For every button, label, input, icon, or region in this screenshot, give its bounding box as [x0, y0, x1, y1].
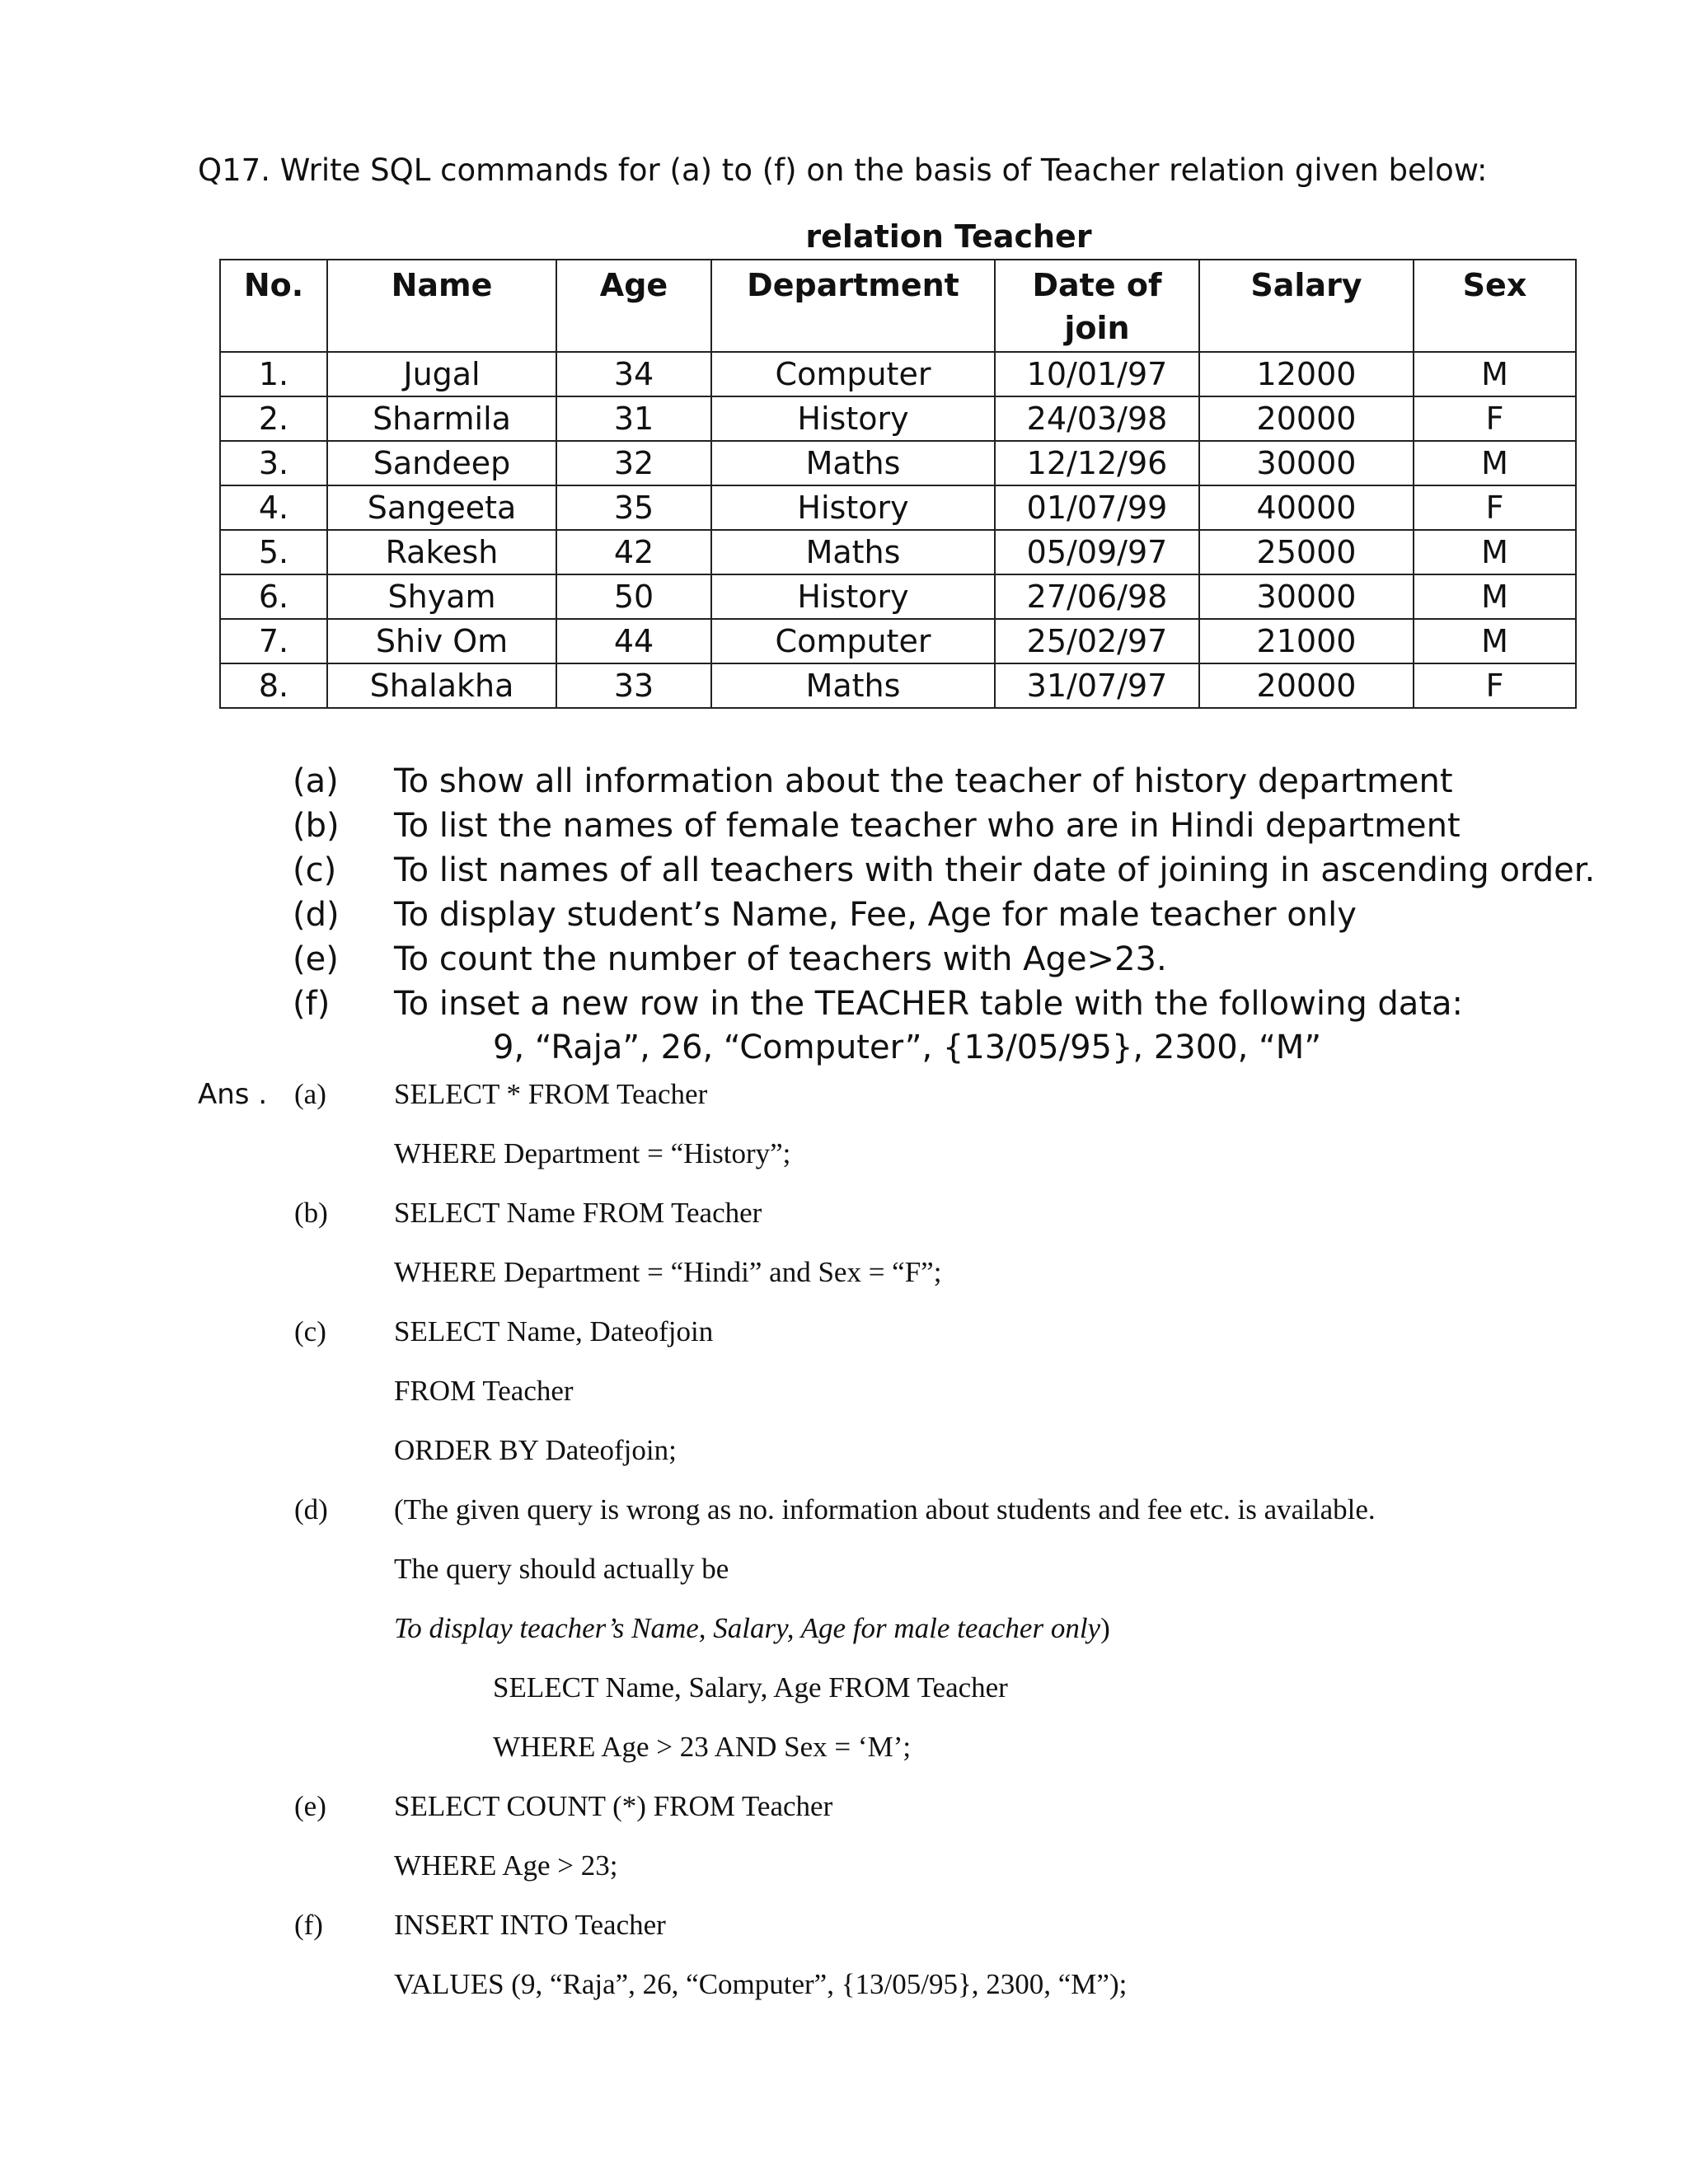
cell-no: 2. [220, 396, 327, 441]
cell-age: 42 [556, 530, 711, 574]
cell-salary: 30000 [1199, 574, 1414, 619]
cell-department: Maths [711, 530, 995, 574]
task-label: (b) [293, 807, 340, 845]
cell-name: Sangeeta [327, 485, 556, 530]
cell-name: Shalakha [327, 663, 556, 708]
answer-label: (e) [294, 1790, 326, 1822]
cell-no: 7. [220, 619, 327, 663]
cell-age: 34 [556, 352, 711, 396]
answer-text: (The given query is wrong as no. information about students and fee etc. is available. [394, 1493, 1376, 1526]
cell-sex: M [1414, 619, 1576, 663]
table-row [220, 485, 1576, 530]
cell-department: Computer [711, 619, 995, 663]
cell-name: Shyam [327, 574, 556, 619]
header-date-of-join: Date of join [995, 260, 1199, 352]
cell-no: 6. [220, 574, 327, 619]
teacher-table [219, 259, 1577, 709]
answer-text: WHERE Age > 23; [394, 1849, 618, 1882]
task-text: To inset a new row in the TEACHER table with the following data: [394, 985, 1463, 1023]
cell-date-of-join: 24/03/98 [995, 396, 1199, 441]
answer-italic-text: To display teacher’s Name, Salary, Age for male teacher only [394, 1612, 1101, 1644]
cell-name: Sandeep [327, 441, 556, 485]
table-row [220, 441, 1576, 485]
cell-sex: M [1414, 530, 1576, 574]
answer-text [394, 1612, 1110, 1645]
cell-no: 1. [220, 352, 327, 396]
task-text: To list names of all teachers with their date of joining in ascending order. [394, 851, 1596, 889]
cell-age: 32 [556, 441, 711, 485]
answer-text: The query should actually be [394, 1553, 729, 1585]
answer-text: ORDER BY Dateofjoin; [394, 1434, 677, 1466]
cell-department: Maths [711, 441, 995, 485]
cell-date-of-join: 27/06/98 [995, 574, 1199, 619]
cell-department: Maths [711, 663, 995, 708]
header-age: Age [556, 260, 711, 352]
table-row [220, 396, 1576, 441]
answer-text: INSERT INTO Teacher [394, 1909, 666, 1941]
cell-no: 4. [220, 485, 327, 530]
table-row [220, 530, 1576, 574]
table-caption: relation Teacher [805, 218, 1092, 255]
answer-text: SELECT Name, Dateofjoin [394, 1315, 714, 1347]
cell-sex: F [1414, 485, 1576, 530]
cell-age: 31 [556, 396, 711, 441]
cell-salary: 40000 [1199, 485, 1414, 530]
cell-sex: F [1414, 396, 1576, 441]
cell-salary: 20000 [1199, 663, 1414, 708]
task-label: (f) [293, 985, 331, 1023]
answers-label: Ans . [198, 1078, 268, 1111]
table-row [220, 352, 1576, 396]
cell-name: Sharmila [327, 396, 556, 441]
answer-text: SELECT COUNT (*) FROM Teacher [394, 1790, 833, 1822]
cell-salary: 30000 [1199, 441, 1414, 485]
answer-text: SELECT Name, Salary, Age FROM Teacher [493, 1671, 1008, 1704]
answer-label: (f) [294, 1909, 323, 1941]
answer-text: WHERE Age > 23 AND Sex = ‘M’; [493, 1731, 912, 1763]
header-name: Name [327, 260, 556, 352]
cell-department: Computer [711, 352, 995, 396]
answer-text: VALUES (9, “Raja”, 26, “Computer”, {13/05/95}, 2300, “M”); [394, 1968, 1128, 2000]
cell-salary: 12000 [1199, 352, 1414, 396]
answer-label: (d) [294, 1493, 328, 1526]
cell-salary: 25000 [1199, 530, 1414, 574]
task-text: To list the names of female teacher who are in Hindi department [394, 807, 1461, 845]
table-row [220, 619, 1576, 663]
header-sex: Sex [1414, 260, 1576, 352]
header-no: No. [220, 260, 327, 352]
header-department: Department [711, 260, 995, 352]
task-text: To count the number of teachers with Age>23. [394, 940, 1167, 978]
cell-date-of-join: 25/02/97 [995, 619, 1199, 663]
answer-close-paren: ) [1100, 1612, 1110, 1644]
answer-text: WHERE Department = “Hindi” and Sex = “F”; [394, 1256, 942, 1288]
table-header-row [220, 260, 1576, 352]
task-text: To display student’s Name, Fee, Age for male teacher only [394, 896, 1357, 934]
cell-name: Shiv Om [327, 619, 556, 663]
cell-age: 50 [556, 574, 711, 619]
cell-department: History [711, 396, 995, 441]
header-salary: Salary [1199, 260, 1414, 352]
answer-label: (c) [294, 1315, 326, 1347]
question-title: Q17. Write SQL commands for (a) to (f) on the basis of Teacher relation given below: [198, 152, 1488, 188]
cell-sex: M [1414, 441, 1576, 485]
task-text: To show all information about the teacher of history department [394, 762, 1453, 800]
cell-date-of-join: 10/01/97 [995, 352, 1199, 396]
answer-label: (a) [294, 1078, 326, 1110]
cell-date-of-join: 01/07/99 [995, 485, 1199, 530]
table-row [220, 663, 1576, 708]
cell-age: 35 [556, 485, 711, 530]
cell-no: 5. [220, 530, 327, 574]
task-label: (a) [293, 762, 339, 800]
task-label: (e) [293, 940, 339, 978]
answer-text: WHERE Department = “History”; [394, 1137, 791, 1169]
cell-salary: 21000 [1199, 619, 1414, 663]
task-f-data: 9, “Raja”, 26, “Computer”, {13/05/95}, 2300, “M” [493, 1029, 1322, 1066]
answer-text: SELECT * FROM Teacher [394, 1078, 708, 1110]
cell-age: 33 [556, 663, 711, 708]
answer-text: FROM Teacher [394, 1375, 574, 1407]
task-label: (d) [293, 896, 340, 934]
answer-text: SELECT Name FROM Teacher [394, 1197, 762, 1229]
cell-sex: F [1414, 663, 1576, 708]
cell-age: 44 [556, 619, 711, 663]
answer-label: (b) [294, 1197, 328, 1229]
cell-department: History [711, 485, 995, 530]
cell-no: 3. [220, 441, 327, 485]
cell-no: 8. [220, 663, 327, 708]
cell-date-of-join: 31/07/97 [995, 663, 1199, 708]
cell-name: Rakesh [327, 530, 556, 574]
cell-salary: 20000 [1199, 396, 1414, 441]
cell-sex: M [1414, 574, 1576, 619]
cell-date-of-join: 05/09/97 [995, 530, 1199, 574]
table-row [220, 574, 1576, 619]
cell-name: Jugal [327, 352, 556, 396]
cell-date-of-join: 12/12/96 [995, 441, 1199, 485]
task-label: (c) [293, 851, 337, 889]
cell-department: History [711, 574, 995, 619]
cell-sex: M [1414, 352, 1576, 396]
